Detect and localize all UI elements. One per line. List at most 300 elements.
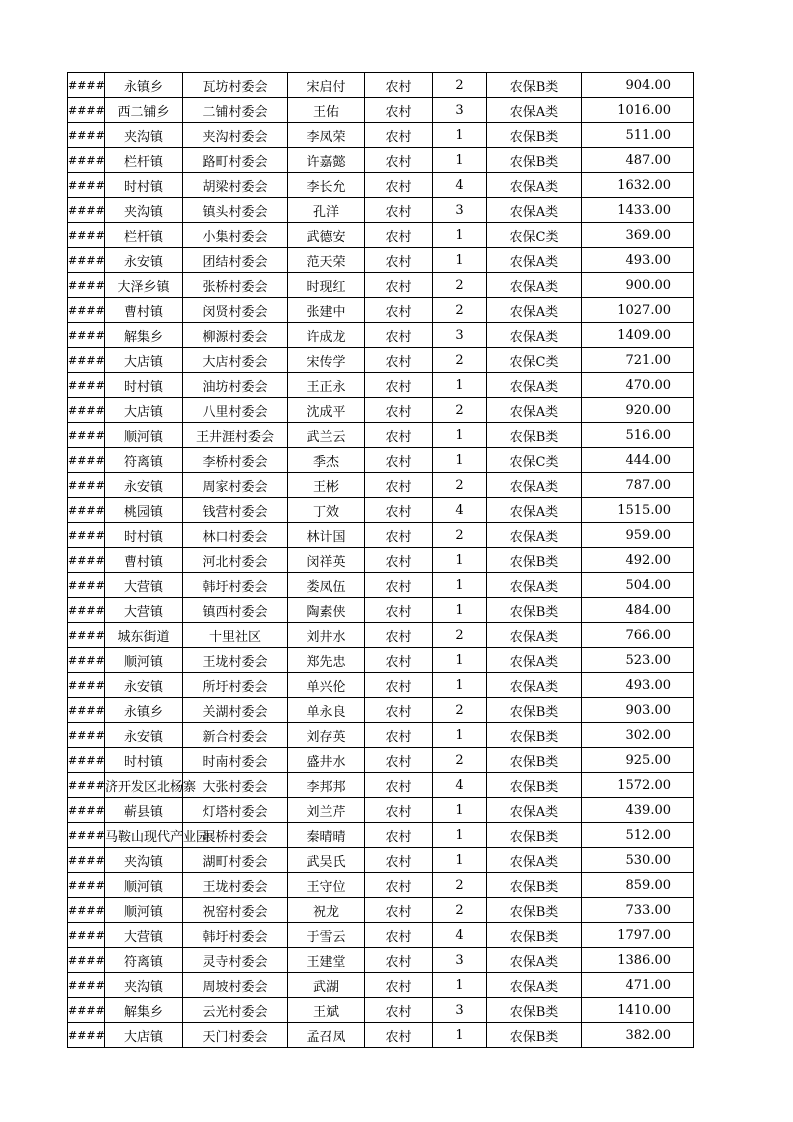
village-cell: 十里社区 bbox=[183, 623, 288, 648]
name-cell: 孔洋 bbox=[288, 198, 365, 223]
family-size-cell: 1 bbox=[433, 673, 487, 698]
village-cell: 灯塔村委会 bbox=[183, 798, 288, 823]
category-cell: 农保A类 bbox=[487, 648, 582, 673]
id-cell: #### bbox=[68, 748, 105, 773]
table-row bbox=[68, 848, 694, 873]
family-size-cell: 4 bbox=[433, 923, 487, 948]
village-cell: 周坡村委会 bbox=[183, 973, 288, 998]
data-table bbox=[67, 72, 694, 1048]
table-row bbox=[68, 198, 694, 223]
category-cell: 农保A类 bbox=[487, 373, 582, 398]
family-size-cell: 1 bbox=[433, 373, 487, 398]
amount-cell: 439.00 bbox=[582, 798, 694, 823]
village-cell: 林口村委会 bbox=[183, 523, 288, 548]
id-cell: #### bbox=[68, 698, 105, 723]
id-cell: #### bbox=[68, 523, 105, 548]
township-cell: 永安镇 bbox=[105, 673, 183, 698]
village-cell: 云光村委会 bbox=[183, 998, 288, 1023]
township-cell: 大营镇 bbox=[105, 598, 183, 623]
id-cell: #### bbox=[68, 948, 105, 973]
village-cell: 湖町村委会 bbox=[183, 848, 288, 873]
id-cell: #### bbox=[68, 848, 105, 873]
family-size-cell: 2 bbox=[433, 298, 487, 323]
table-row bbox=[68, 448, 694, 473]
table-row bbox=[68, 648, 694, 673]
category-cell: 农保B类 bbox=[487, 148, 582, 173]
name-cell: 祝龙 bbox=[288, 898, 365, 923]
table-row bbox=[68, 123, 694, 148]
id-cell: #### bbox=[68, 148, 105, 173]
category-cell: 农保A类 bbox=[487, 973, 582, 998]
table-row bbox=[68, 723, 694, 748]
household-type-cell: 农村 bbox=[365, 598, 433, 623]
name-cell: 刘兰芹 bbox=[288, 798, 365, 823]
village-cell: 关湖村委会 bbox=[183, 698, 288, 723]
category-cell: 农保A类 bbox=[487, 398, 582, 423]
table-row bbox=[68, 698, 694, 723]
village-cell: 镇头村委会 bbox=[183, 198, 288, 223]
name-cell: 闵祥英 bbox=[288, 548, 365, 573]
amount-cell: 1797.00 bbox=[582, 923, 694, 948]
township-cell: 顺河镇 bbox=[105, 648, 183, 673]
name-cell: 时现红 bbox=[288, 273, 365, 298]
household-type-cell: 农村 bbox=[365, 173, 433, 198]
township-cell: 栏杆镇 bbox=[105, 148, 183, 173]
family-size-cell: 3 bbox=[433, 198, 487, 223]
village-cell: 祝窑村委会 bbox=[183, 898, 288, 923]
amount-cell: 516.00 bbox=[582, 423, 694, 448]
table-row bbox=[68, 323, 694, 348]
id-cell: #### bbox=[68, 648, 105, 673]
household-type-cell: 农村 bbox=[365, 698, 433, 723]
table-row bbox=[68, 523, 694, 548]
village-cell: 李桥村委会 bbox=[183, 448, 288, 473]
township-cell: 夹沟镇 bbox=[105, 123, 183, 148]
household-type-cell: 农村 bbox=[365, 773, 433, 798]
name-cell: 李邦邦 bbox=[288, 773, 365, 798]
family-size-cell: 2 bbox=[433, 698, 487, 723]
household-type-cell: 农村 bbox=[365, 398, 433, 423]
township-cell: 曹村镇 bbox=[105, 548, 183, 573]
village-cell: 闵贤村委会 bbox=[183, 298, 288, 323]
id-cell: #### bbox=[68, 623, 105, 648]
household-type-cell: 农村 bbox=[365, 873, 433, 898]
name-cell: 李凤荣 bbox=[288, 123, 365, 148]
name-cell: 许嘉懿 bbox=[288, 148, 365, 173]
family-size-cell: 2 bbox=[433, 523, 487, 548]
township-cell: 大泽乡镇 bbox=[105, 273, 183, 298]
township-cell: 时村镇 bbox=[105, 523, 183, 548]
township-cell: 永镇乡 bbox=[105, 698, 183, 723]
id-cell: #### bbox=[68, 723, 105, 748]
name-cell: 孟召凤 bbox=[288, 1023, 365, 1048]
name-cell: 王建堂 bbox=[288, 948, 365, 973]
household-type-cell: 农村 bbox=[365, 73, 433, 98]
id-cell: #### bbox=[68, 198, 105, 223]
id-cell: #### bbox=[68, 298, 105, 323]
household-type-cell: 农村 bbox=[365, 423, 433, 448]
household-type-cell: 农村 bbox=[365, 248, 433, 273]
amount-cell: 1386.00 bbox=[582, 948, 694, 973]
name-cell: 范天荣 bbox=[288, 248, 365, 273]
table-row bbox=[68, 298, 694, 323]
township-cell: 永安镇 bbox=[105, 473, 183, 498]
township-cell: 顺河镇 bbox=[105, 898, 183, 923]
household-type-cell: 农村 bbox=[365, 498, 433, 523]
table-body bbox=[68, 73, 694, 1048]
village-cell: 展桥村委会 bbox=[183, 823, 288, 848]
village-cell: 王垅村委会 bbox=[183, 648, 288, 673]
village-cell: 钱营村委会 bbox=[183, 498, 288, 523]
amount-cell: 1027.00 bbox=[582, 298, 694, 323]
table-row bbox=[68, 548, 694, 573]
id-cell: #### bbox=[68, 248, 105, 273]
family-size-cell: 2 bbox=[433, 473, 487, 498]
category-cell: 农保A类 bbox=[487, 173, 582, 198]
family-size-cell: 1 bbox=[433, 823, 487, 848]
amount-cell: 444.00 bbox=[582, 448, 694, 473]
name-cell: 武德安 bbox=[288, 223, 365, 248]
id-cell: #### bbox=[68, 873, 105, 898]
name-cell: 王斌 bbox=[288, 998, 365, 1023]
township-cell: 顺河镇 bbox=[105, 423, 183, 448]
table-row bbox=[68, 673, 694, 698]
name-cell: 单永良 bbox=[288, 698, 365, 723]
category-cell: 农保B类 bbox=[487, 548, 582, 573]
village-cell: 王垅村委会 bbox=[183, 873, 288, 898]
family-size-cell: 1 bbox=[433, 973, 487, 998]
table-row bbox=[68, 98, 694, 123]
category-cell: 农保B类 bbox=[487, 823, 582, 848]
family-size-cell: 1 bbox=[433, 448, 487, 473]
family-size-cell: 2 bbox=[433, 273, 487, 298]
table-row bbox=[68, 73, 694, 98]
household-type-cell: 农村 bbox=[365, 198, 433, 223]
household-type-cell: 农村 bbox=[365, 948, 433, 973]
name-cell: 季杰 bbox=[288, 448, 365, 473]
amount-cell: 920.00 bbox=[582, 398, 694, 423]
amount-cell: 1409.00 bbox=[582, 323, 694, 348]
name-cell: 宋传学 bbox=[288, 348, 365, 373]
township-cell: 时村镇 bbox=[105, 748, 183, 773]
family-size-cell: 3 bbox=[433, 98, 487, 123]
category-cell: 农保A类 bbox=[487, 273, 582, 298]
village-cell: 八里村委会 bbox=[183, 398, 288, 423]
amount-cell: 382.00 bbox=[582, 1023, 694, 1048]
name-cell: 郑先忠 bbox=[288, 648, 365, 673]
family-size-cell: 2 bbox=[433, 398, 487, 423]
township-cell: 永镇乡 bbox=[105, 73, 183, 98]
family-size-cell: 4 bbox=[433, 498, 487, 523]
township-cell: 永安镇 bbox=[105, 248, 183, 273]
household-type-cell: 农村 bbox=[365, 573, 433, 598]
category-cell: 农保A类 bbox=[487, 498, 582, 523]
table-row bbox=[68, 373, 694, 398]
table-row bbox=[68, 823, 694, 848]
family-size-cell: 1 bbox=[433, 248, 487, 273]
family-size-cell: 1 bbox=[433, 423, 487, 448]
category-cell: 农保A类 bbox=[487, 98, 582, 123]
household-type-cell: 农村 bbox=[365, 848, 433, 873]
amount-cell: 766.00 bbox=[582, 623, 694, 648]
category-cell: 农保B类 bbox=[487, 748, 582, 773]
id-cell: #### bbox=[68, 498, 105, 523]
category-cell: 农保A类 bbox=[487, 948, 582, 973]
township-cell: 西二铺乡 bbox=[105, 98, 183, 123]
village-cell: 所圩村委会 bbox=[183, 673, 288, 698]
name-cell: 陶素侠 bbox=[288, 598, 365, 623]
amount-cell: 1572.00 bbox=[582, 773, 694, 798]
category-cell: 农保A类 bbox=[487, 248, 582, 273]
family-size-cell: 2 bbox=[433, 898, 487, 923]
township-cell: 蕲县镇 bbox=[105, 798, 183, 823]
township-cell: 大店镇 bbox=[105, 348, 183, 373]
village-cell: 镇西村委会 bbox=[183, 598, 288, 623]
category-cell: 农保C类 bbox=[487, 348, 582, 373]
township-cell: 桃园镇 bbox=[105, 498, 183, 523]
category-cell: 农保B类 bbox=[487, 923, 582, 948]
name-cell: 张建中 bbox=[288, 298, 365, 323]
category-cell: 农保B类 bbox=[487, 73, 582, 98]
amount-cell: 302.00 bbox=[582, 723, 694, 748]
amount-cell: 1410.00 bbox=[582, 998, 694, 1023]
village-cell: 王井涯村委会 bbox=[183, 423, 288, 448]
household-type-cell: 农村 bbox=[365, 923, 433, 948]
id-cell: #### bbox=[68, 1023, 105, 1048]
table-row bbox=[68, 898, 694, 923]
category-cell: 农保B类 bbox=[487, 598, 582, 623]
name-cell: 盛井水 bbox=[288, 748, 365, 773]
household-type-cell: 农村 bbox=[365, 723, 433, 748]
table-row bbox=[68, 923, 694, 948]
family-size-cell: 1 bbox=[433, 723, 487, 748]
table-row bbox=[68, 173, 694, 198]
table-row bbox=[68, 248, 694, 273]
id-cell: #### bbox=[68, 398, 105, 423]
amount-cell: 470.00 bbox=[582, 373, 694, 398]
household-type-cell: 农村 bbox=[365, 348, 433, 373]
category-cell: 农保B类 bbox=[487, 423, 582, 448]
id-cell: #### bbox=[68, 123, 105, 148]
family-size-cell: 1 bbox=[433, 598, 487, 623]
township-cell: 大营镇 bbox=[105, 923, 183, 948]
household-type-cell: 农村 bbox=[365, 623, 433, 648]
amount-cell: 471.00 bbox=[582, 973, 694, 998]
name-cell: 王佑 bbox=[288, 98, 365, 123]
id-cell: #### bbox=[68, 98, 105, 123]
amount-cell: 369.00 bbox=[582, 223, 694, 248]
id-cell: #### bbox=[68, 323, 105, 348]
village-cell: 韩圩村委会 bbox=[183, 573, 288, 598]
township-cell: 时村镇 bbox=[105, 173, 183, 198]
household-type-cell: 农村 bbox=[365, 123, 433, 148]
name-cell: 王正永 bbox=[288, 373, 365, 398]
household-type-cell: 农村 bbox=[365, 748, 433, 773]
category-cell: 农保B类 bbox=[487, 898, 582, 923]
household-type-cell: 农村 bbox=[365, 823, 433, 848]
category-cell: 农保A类 bbox=[487, 848, 582, 873]
township-cell: 永安镇 bbox=[105, 723, 183, 748]
id-cell: #### bbox=[68, 348, 105, 373]
table-row bbox=[68, 273, 694, 298]
table-row bbox=[68, 398, 694, 423]
amount-cell: 787.00 bbox=[582, 473, 694, 498]
township-cell: 符离镇 bbox=[105, 448, 183, 473]
household-type-cell: 农村 bbox=[365, 298, 433, 323]
household-type-cell: 农村 bbox=[365, 98, 433, 123]
amount-cell: 959.00 bbox=[582, 523, 694, 548]
household-type-cell: 农村 bbox=[365, 898, 433, 923]
name-cell: 武兰云 bbox=[288, 423, 365, 448]
id-cell: #### bbox=[68, 448, 105, 473]
township-cell: 城东街道 bbox=[105, 623, 183, 648]
table-row bbox=[68, 498, 694, 523]
village-cell: 路町村委会 bbox=[183, 148, 288, 173]
id-cell: #### bbox=[68, 973, 105, 998]
name-cell: 娄凤伍 bbox=[288, 573, 365, 598]
township-cell: 曹村镇 bbox=[105, 298, 183, 323]
family-size-cell: 1 bbox=[433, 223, 487, 248]
category-cell: 农保B类 bbox=[487, 123, 582, 148]
name-cell: 宋启付 bbox=[288, 73, 365, 98]
table-row bbox=[68, 598, 694, 623]
household-type-cell: 农村 bbox=[365, 273, 433, 298]
name-cell: 沈成平 bbox=[288, 398, 365, 423]
village-cell: 小集村委会 bbox=[183, 223, 288, 248]
category-cell: 农保B类 bbox=[487, 1023, 582, 1048]
name-cell: 李长允 bbox=[288, 173, 365, 198]
table-row bbox=[68, 748, 694, 773]
amount-cell: 859.00 bbox=[582, 873, 694, 898]
village-cell: 油坊村委会 bbox=[183, 373, 288, 398]
household-type-cell: 农村 bbox=[365, 523, 433, 548]
name-cell: 丁效 bbox=[288, 498, 365, 523]
table-row bbox=[68, 473, 694, 498]
family-size-cell: 2 bbox=[433, 73, 487, 98]
name-cell: 武湖 bbox=[288, 973, 365, 998]
village-cell: 天门村委会 bbox=[183, 1023, 288, 1048]
village-cell: 柳源村委会 bbox=[183, 323, 288, 348]
category-cell: 农保A类 bbox=[487, 573, 582, 598]
category-cell: 农保A类 bbox=[487, 198, 582, 223]
household-type-cell: 农村 bbox=[365, 373, 433, 398]
id-cell: #### bbox=[68, 823, 105, 848]
family-size-cell: 3 bbox=[433, 998, 487, 1023]
village-cell: 韩圩村委会 bbox=[183, 923, 288, 948]
family-size-cell: 1 bbox=[433, 648, 487, 673]
township-cell: 解集乡 bbox=[105, 998, 183, 1023]
id-cell: #### bbox=[68, 548, 105, 573]
category-cell: 农保A类 bbox=[487, 673, 582, 698]
name-cell: 于雪云 bbox=[288, 923, 365, 948]
category-cell: 农保A类 bbox=[487, 623, 582, 648]
village-cell: 灵寺村委会 bbox=[183, 948, 288, 973]
amount-cell: 733.00 bbox=[582, 898, 694, 923]
amount-cell: 504.00 bbox=[582, 573, 694, 598]
village-cell: 时南村委会 bbox=[183, 748, 288, 773]
category-cell: 农保A类 bbox=[487, 523, 582, 548]
name-cell: 武吴氏 bbox=[288, 848, 365, 873]
name-cell: 单兴伦 bbox=[288, 673, 365, 698]
amount-cell: 721.00 bbox=[582, 348, 694, 373]
table-row bbox=[68, 998, 694, 1023]
id-cell: #### bbox=[68, 598, 105, 623]
household-type-cell: 农村 bbox=[365, 798, 433, 823]
amount-cell: 523.00 bbox=[582, 648, 694, 673]
id-cell: #### bbox=[68, 423, 105, 448]
name-cell: 许成龙 bbox=[288, 323, 365, 348]
household-type-cell: 农村 bbox=[365, 148, 433, 173]
village-cell: 大张村委会 bbox=[183, 773, 288, 798]
name-cell: 秦晴晴 bbox=[288, 823, 365, 848]
id-cell: #### bbox=[68, 373, 105, 398]
amount-cell: 493.00 bbox=[582, 248, 694, 273]
table-row bbox=[68, 148, 694, 173]
table-row bbox=[68, 623, 694, 648]
amount-cell: 1433.00 bbox=[582, 198, 694, 223]
township-cell: 马鞍山现代产业园 bbox=[105, 823, 183, 848]
household-type-cell: 农村 bbox=[365, 648, 433, 673]
township-cell: 解集乡 bbox=[105, 323, 183, 348]
category-cell: 农保B类 bbox=[487, 773, 582, 798]
household-type-cell: 农村 bbox=[365, 223, 433, 248]
amount-cell: 1515.00 bbox=[582, 498, 694, 523]
table-row bbox=[68, 973, 694, 998]
category-cell: 农保A类 bbox=[487, 298, 582, 323]
category-cell: 农保B类 bbox=[487, 998, 582, 1023]
category-cell: 农保B类 bbox=[487, 723, 582, 748]
township-cell: 夹沟镇 bbox=[105, 198, 183, 223]
id-cell: #### bbox=[68, 798, 105, 823]
township-cell: 栏杆镇 bbox=[105, 223, 183, 248]
table-row bbox=[68, 798, 694, 823]
household-type-cell: 农村 bbox=[365, 973, 433, 998]
name-cell: 王守位 bbox=[288, 873, 365, 898]
township-cell: 时村镇 bbox=[105, 373, 183, 398]
amount-cell: 493.00 bbox=[582, 673, 694, 698]
table-row bbox=[68, 573, 694, 598]
township-cell: 大营镇 bbox=[105, 573, 183, 598]
village-cell: 胡梁村委会 bbox=[183, 173, 288, 198]
id-cell: #### bbox=[68, 223, 105, 248]
id-cell: #### bbox=[68, 573, 105, 598]
table-row bbox=[68, 773, 694, 798]
id-cell: #### bbox=[68, 473, 105, 498]
table-row bbox=[68, 1023, 694, 1048]
household-type-cell: 农村 bbox=[365, 673, 433, 698]
household-type-cell: 农村 bbox=[365, 1023, 433, 1048]
family-size-cell: 4 bbox=[433, 173, 487, 198]
table-row bbox=[68, 423, 694, 448]
category-cell: 农保B类 bbox=[487, 698, 582, 723]
category-cell: 农保A类 bbox=[487, 323, 582, 348]
township-cell: 济开发区北杨寨 bbox=[105, 773, 183, 798]
table-row bbox=[68, 223, 694, 248]
family-size-cell: 2 bbox=[433, 348, 487, 373]
family-size-cell: 1 bbox=[433, 848, 487, 873]
family-size-cell: 1 bbox=[433, 573, 487, 598]
village-cell: 周家村委会 bbox=[183, 473, 288, 498]
family-size-cell: 1 bbox=[433, 798, 487, 823]
amount-cell: 925.00 bbox=[582, 748, 694, 773]
id-cell: #### bbox=[68, 173, 105, 198]
household-type-cell: 农村 bbox=[365, 323, 433, 348]
village-cell: 大店村委会 bbox=[183, 348, 288, 373]
family-size-cell: 2 bbox=[433, 748, 487, 773]
family-size-cell: 1 bbox=[433, 548, 487, 573]
household-type-cell: 农村 bbox=[365, 548, 433, 573]
family-size-cell: 1 bbox=[433, 123, 487, 148]
